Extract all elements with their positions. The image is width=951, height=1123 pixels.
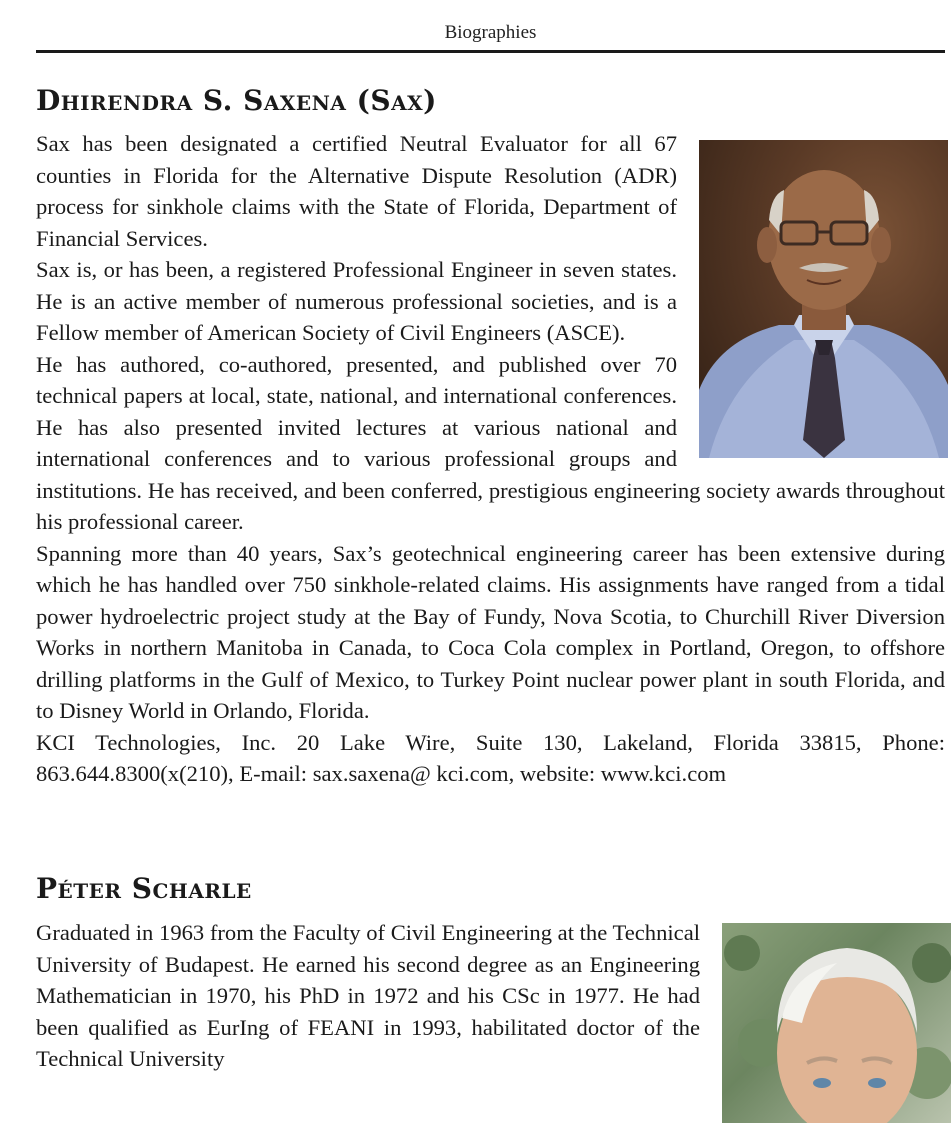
bio-paragraph: He has authored, co-authored, presented, and published over 70 technical papers at local, state, national, and international conferences. He has also presented invited lectures at various national and international conferences and to various professional groups and institutions. He has received, and been conferred, prestigious engineering society awards throughout his professional career. bbox=[36, 351, 945, 534]
bio-paragraph: Sax is, or has been, a registered Professional Engineer in seven states. He is an active member of numerous professional societies, and is a Fellow member of American Society of Civil Engineers (ASCE). bbox=[36, 257, 677, 345]
bio-paragraph: Spanning more than 40 years, Sax’s geotechnical engineering career has been extensive during which he has handled over 750 sinkhole-related claims. His assignments have ranged from a tidal power hydroelectric project study at the Bay of Fundy, Nova Scotia, to Churchill River Diversion Works in northern Manitoba in Canada, to Coca Cola complex in Portland, Oregon, to offshore drilling platforms in the Gulf of Mexico, to Turkey Point nuclear power plant in south Florida, and to Disney World in Orlando, Florida. bbox=[36, 540, 945, 723]
bio-contact: KCI Technologies, Inc. 20 Lake Wire, Suite 130, Lakeland, Florida 33815, Phone: 863.644.8300(x(210), E-mail: sax.saxena@ kci.com, website: www.kci.com bbox=[36, 729, 945, 786]
portrait-illustration bbox=[722, 923, 951, 1123]
portrait-photo-scharle bbox=[722, 923, 951, 1123]
bio-paragraph: Graduated in 1963 from the Faculty of Civil Engineering at the Technical University of Budapest. He earned his second degree as an Engineering Mathematician in 1970, his PhD in 1972 and his CSc in 1977. He had been qualified as EurIng of FEANI in 1993, habilitated doctor of the Technical University bbox=[36, 920, 700, 1071]
running-header: Biographies bbox=[444, 22, 537, 43]
bio-name-saxena: Dhirendra S. Saxena (Sax) bbox=[36, 84, 437, 117]
bio-paragraph: Sax has been designated a certified Neutral Evaluator for all 67 counties in Florida for the Alternative Dispute Resolution (ADR) process for sinkhole claims with the State of Florida, Department of Financial Services. bbox=[36, 131, 677, 251]
bio-name-scharle: Péter Scharle bbox=[36, 872, 252, 905]
bio-body-saxena bbox=[36, 128, 945, 790]
portrait-illustration bbox=[699, 140, 948, 458]
portrait-photo-saxena bbox=[699, 140, 948, 458]
header-rule bbox=[36, 50, 945, 53]
bio-body-scharle bbox=[36, 917, 945, 1123]
